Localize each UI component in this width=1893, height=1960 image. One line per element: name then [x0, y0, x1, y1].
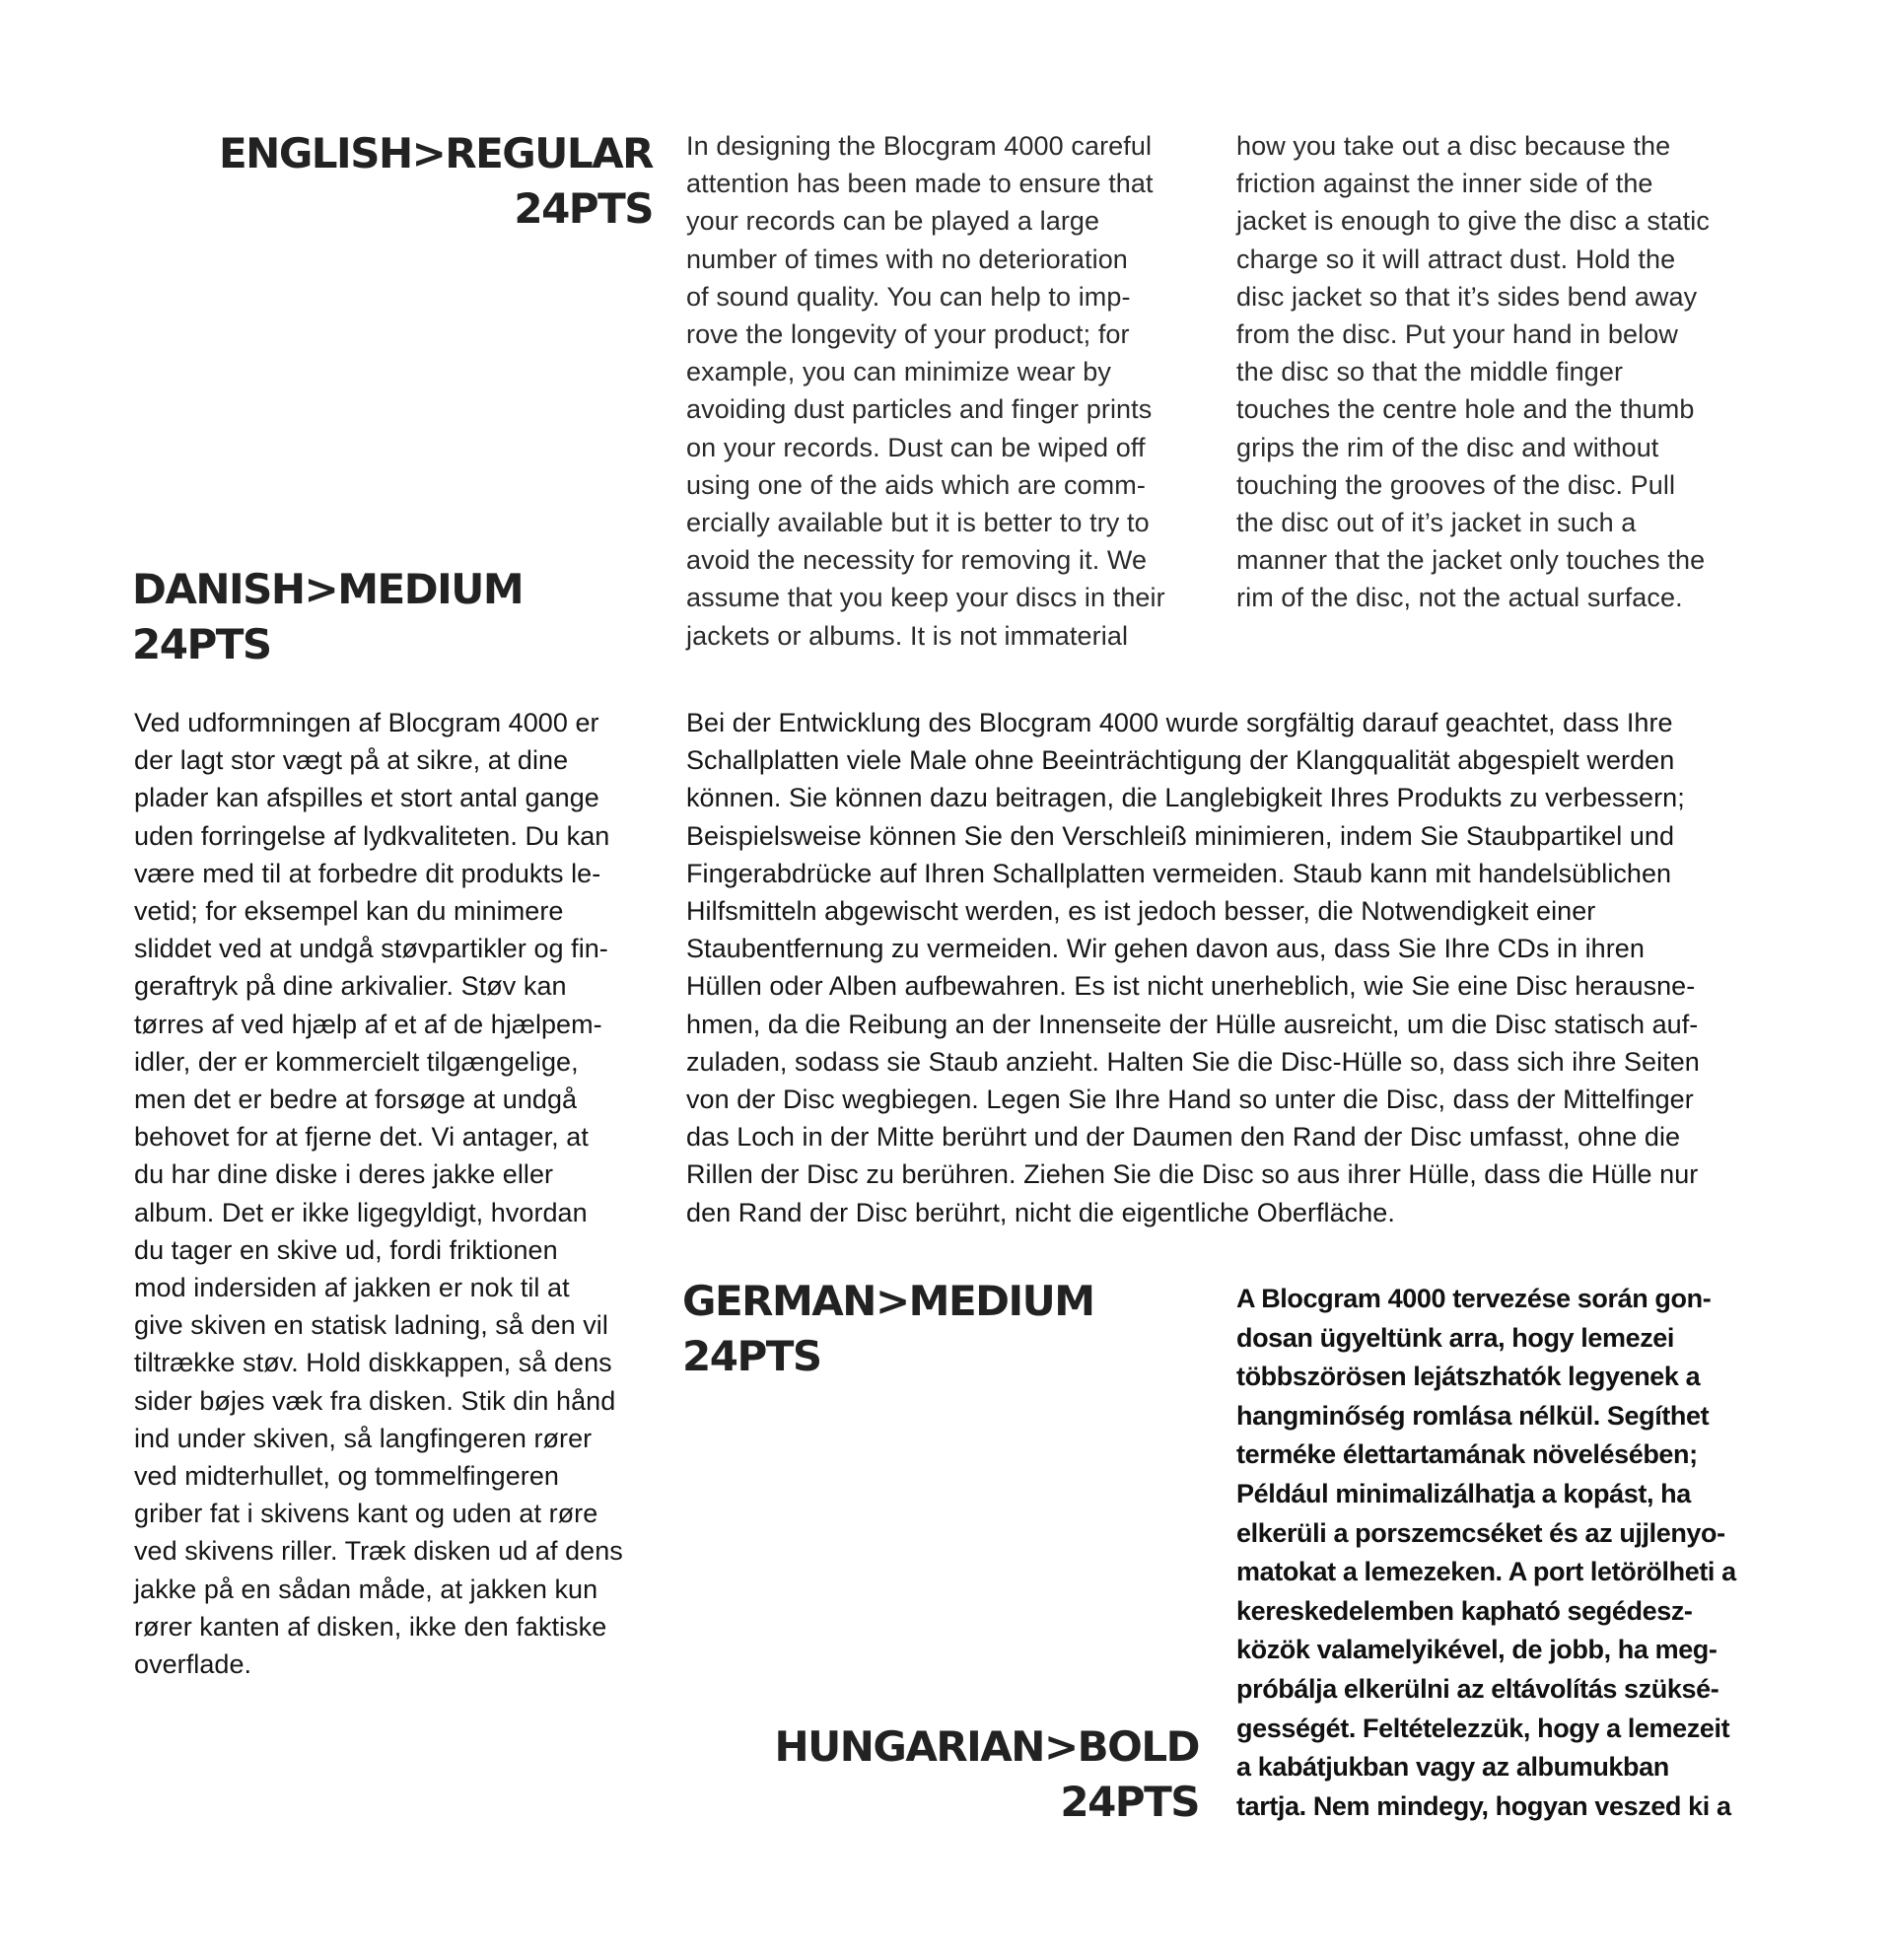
danish-line: du har dine diske i deres jakke eller	[134, 1159, 554, 1190]
hungarian-line: a kabátjukban vagy az albumukban	[1236, 1752, 1669, 1783]
danish-line: tørres af ved hjælp af et af de hjælpem-	[134, 1009, 602, 1039]
english-line: of sound quality. You can help to imp-	[686, 281, 1131, 312]
german-line: hmen, da die Reibung an der Innenseite der Hülle ausreicht, um die Disc statisch auf-	[686, 1009, 1699, 1039]
english-line: avoid the necessity for removing it. We	[686, 545, 1148, 576]
german-line: können. Sie können dazu beitragen, die Langlebigkeit Ihres Produkts zu verbessern;	[686, 783, 1685, 813]
english-line: number of times with no deterioration	[686, 244, 1128, 274]
english-line: In designing the Blocgram 4000 careful	[686, 131, 1153, 161]
hungarian-line: közök valamelyikével, de jobb, ha meg-	[1236, 1635, 1718, 1665]
danish-line: ved skivens riller. Træk disken ud af dens	[134, 1536, 623, 1567]
german-line: zuladen, sodass sie Staub anzieht. Halten Sie die Disc-Hülle so, dass sich ihre Seiten	[686, 1046, 1700, 1077]
danish-line: overflade.	[134, 1649, 252, 1680]
danish-line: der lagt stor vægt på at sikre, at dine	[134, 745, 569, 776]
german-line: Hüllen oder Alben aufbewahren. Es ist nicht unerheblich, wie Sie eine Disc herausne-	[686, 971, 1696, 1002]
german-line: Schallplatten viele Male ohne Beeinträchtigung der Klangqualität abgespielt werden	[686, 745, 1675, 776]
german-heading	[682, 1274, 1156, 1384]
english-line: on your records. Dust can be wiped off	[686, 432, 1146, 462]
german-line: Hilfsmitteln abgewischt werden, es ist jedoch besser, die Notwendigkeit einer	[686, 896, 1596, 927]
hungarian-line: Például minimalizálhatja a kopást, ha	[1236, 1478, 1691, 1508]
english-line: attention has been made to ensure that	[686, 169, 1154, 199]
danish-line: ind under skiven, så langfingeren rører	[134, 1423, 593, 1453]
hungarian-heading-size: 24PTS	[1060, 1778, 1199, 1826]
hungarian-line: terméke élettartamának növelésében;	[1236, 1439, 1698, 1470]
english-line: your records can be played a large	[686, 206, 1100, 237]
danish-line: vetid; for eksempel kan du minimere	[134, 896, 564, 927]
hungarian-line: A Blocgram 4000 tervezése során gon-	[1236, 1284, 1712, 1313]
english-line: assume that you keep your discs in their	[686, 583, 1165, 613]
danish-line: Ved udformningen af Blocgram 4000 er	[134, 708, 599, 737]
danish-heading-title: DANISH>MEDIUM	[132, 565, 524, 613]
hungarian-text-column	[1236, 1280, 1788, 1826]
danish-line: behovet for at fjerne det. Vi antager, at	[134, 1122, 589, 1153]
danish-line: plader kan afspilles et stort antal gange	[134, 783, 599, 813]
danish-line: ved midterhullet, og tommelfingeren	[134, 1461, 559, 1492]
english-heading-size: 24PTS	[514, 184, 653, 233]
english-line: disc jacket so that it’s sides bend away	[1236, 281, 1698, 312]
english-text-column-1	[686, 127, 1199, 655]
danish-line: sider bøjes væk fra disken. Stik din hånd	[134, 1385, 616, 1416]
english-line: jacket is enough to give the disc a static	[1236, 206, 1710, 237]
danish-line: mod indersiden af jakken er nok til at	[134, 1273, 570, 1303]
german-line: Rillen der Disc zu berühren. Ziehen Sie die Disc so aus ihrer Hülle, dass die Hülle nur	[686, 1159, 1699, 1190]
hungarian-heading	[690, 1719, 1199, 1830]
danish-line: rører kanten af disken, ikke den faktiske	[134, 1611, 607, 1642]
english-line: ercially available but it is better to try to	[686, 508, 1150, 538]
english-heading	[197, 126, 653, 237]
english-line: jackets or albums. It is not immaterial	[686, 620, 1129, 651]
hungarian-line: hangminőség romlása nélkül. Segíthet	[1236, 1400, 1710, 1431]
hungarian-line: többszörösen lejátszhatók legyenek a	[1236, 1362, 1701, 1392]
german-line: das Loch in der Mitte berührt und der Daumen den Rand der Disc umfasst, ohne die	[686, 1122, 1681, 1153]
english-line: charge so it will attract dust. Hold the	[1236, 244, 1676, 274]
hungarian-line: tartja. Nem mindegy, hogyan veszed ki a	[1236, 1790, 1731, 1821]
german-heading-size: 24PTS	[682, 1332, 821, 1380]
german-line: Bei der Entwicklung des Blocgram 4000 wurde sorgfältig darauf geachtet, dass Ihre	[686, 708, 1673, 737]
hungarian-line: kereskedelemben kapható segédesz-	[1236, 1595, 1693, 1626]
german-line: Fingerabdrücke auf Ihren Schallplatten vermeiden. Staub kann mit handelsüblichen	[686, 858, 1672, 888]
danish-line: album. Det er ikke ligegyldigt, hvordan	[134, 1197, 588, 1227]
english-line: grips the rim of the disc and without	[1236, 432, 1659, 462]
danish-line: idler, der er kommercielt tilgængelige,	[134, 1046, 579, 1077]
hungarian-line: próbálja elkerülni az eltávolítás szüksé-	[1236, 1673, 1719, 1704]
danish-line: tiltrække støv. Hold diskkappen, så dens	[134, 1348, 612, 1378]
hungarian-line: dosan ügyeltünk arra, hogy lemezei	[1236, 1322, 1675, 1353]
english-line: manner that the jacket only touches the	[1236, 545, 1706, 576]
english-line: the disc so that the middle finger	[1236, 357, 1624, 387]
danish-line: griber fat i skivens kant og uden at røre	[134, 1499, 598, 1529]
hungarian-line: gességét. Feltételezzük, hogy a lemezeit	[1236, 1713, 1730, 1743]
german-text-block	[686, 704, 1781, 1231]
danish-heading	[132, 562, 605, 672]
english-line: avoiding dust particles and finger prints	[686, 394, 1153, 425]
german-line: Staubentfernung zu vermeiden. Wir gehen davon aus, dass Sie Ihre CDs in ihren	[686, 934, 1645, 964]
english-line: how you take out a disc because the	[1236, 131, 1671, 161]
german-line: Beispielsweise können Sie den Verschleiß minimieren, indem Sie Staubpartikel und	[686, 820, 1675, 851]
hungarian-heading-title: HUNGARIAN>BOLD	[774, 1722, 1199, 1771]
hungarian-line: elkerüli a porszemcséket és az ujjlenyo-	[1236, 1517, 1725, 1548]
danish-line: give skiven en statisk ladning, så den vil	[134, 1310, 608, 1341]
english-line: using one of the aids which are comm-	[686, 469, 1146, 500]
danish-line: uden forringelse af lydkvaliteten. Du kan	[134, 820, 610, 851]
english-line: example, you can minimize wear by	[686, 357, 1111, 387]
german-line: von der Disc wegbiegen. Legen Sie Ihre Hand so unter die Disc, dass der Mittelfinger	[686, 1085, 1694, 1115]
english-line: friction against the inner side of the	[1236, 169, 1653, 199]
english-line: from the disc. Put your hand in below	[1236, 319, 1678, 350]
english-line: the disc out of it’s jacket in such a	[1236, 508, 1637, 538]
danish-line: du tager en skive ud, fordi friktionen	[134, 1234, 558, 1265]
danish-line: være med til at forbedre dit produkts le-	[134, 858, 601, 888]
danish-line: jakke på en sådan måde, at jakken kun	[134, 1574, 598, 1604]
danish-line: men det er bedre at forsøge at undgå	[134, 1085, 578, 1115]
english-line: rim of the disc, not the actual surface.	[1236, 583, 1683, 613]
danish-heading-size: 24PTS	[132, 620, 271, 668]
danish-line: sliddet ved at undgå støvpartikler og fin-	[134, 934, 608, 964]
english-line: rove the longevity of your product; for	[686, 319, 1130, 350]
english-heading-title: ENGLISH>REGULAR	[218, 129, 653, 177]
german-heading-title: GERMAN>MEDIUM	[682, 1277, 1094, 1325]
german-line: den Rand der Disc berührt, nicht die eigentliche Oberfläche.	[686, 1197, 1395, 1227]
hungarian-line: matokat a lemezeken. A port letörölheti a	[1236, 1557, 1736, 1587]
danish-text-column	[134, 704, 657, 1683]
english-text-column-2	[1236, 127, 1759, 617]
english-line: touching the grooves of the disc. Pull	[1236, 469, 1676, 500]
english-line: touches the centre hole and the thumb	[1236, 394, 1695, 425]
danish-line: geraftryk på dine arkivalier. Støv kan	[134, 971, 567, 1002]
